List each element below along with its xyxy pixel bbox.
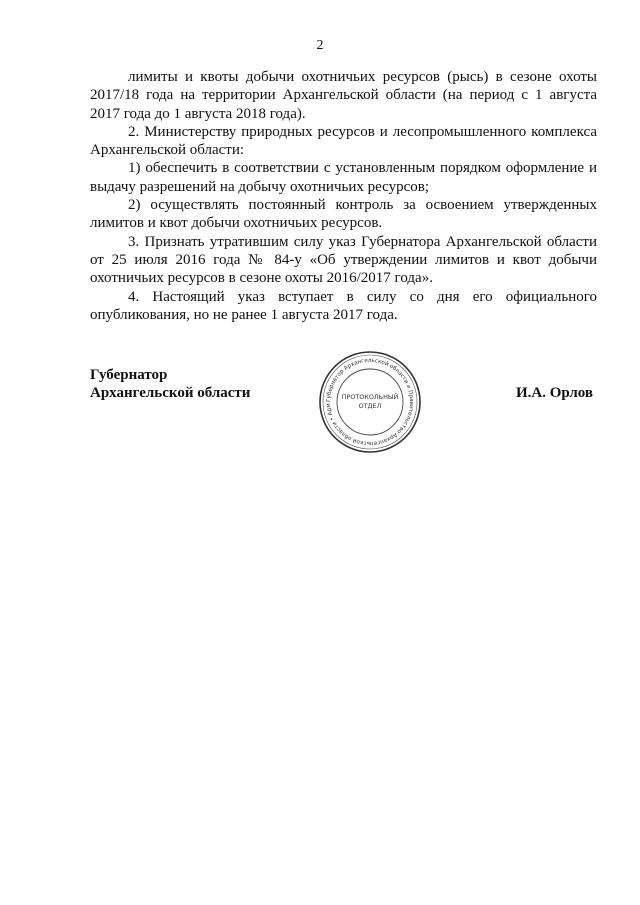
signer-title-line2: Архангельской области (90, 385, 251, 401)
paragraph-item-2: 2. Министерству природных ресурсов и лесопромышленного комплекса Архангельской области: (90, 123, 597, 159)
paragraph-continuation: лимиты и квоты добычи охотничьих ресурсов (рысь) в сезоне охоты 2017/18 года на территории Архангельской области (на период с 1 августа 2017 года до 1 августа 2018 года). (90, 69, 597, 122)
signer-title-line1: Губернатор (90, 367, 168, 383)
signer-title (90, 366, 250, 402)
paragraph-subitem-1: 1) обеспечить в соответствии с установленным порядком оформление и выдачу разрешений на добычу охотничьих ресурсов; (90, 160, 597, 195)
signature-block (90, 357, 597, 447)
paragraph-subitem-2: 2) осуществлять постоянный контроль за освоением утвержденных лимитов и квот добычи охотничьих ресурсов. (90, 197, 597, 232)
stamp-center-line2: ОТДЕЛ (358, 402, 382, 410)
paragraph-item-4: 4. Настоящий указ вступает в силу со дня его официального опубликования, но не ранее 1 августа 2017 года. (90, 288, 597, 323)
stamp-center-line1: ПРОТОКОЛЬНЫЙ (341, 393, 399, 401)
paragraph-item-3: 3. Признать утратившим силу указ Губернатора Архангельской области от 25 июля 2016 года № 84-у «Об утверждении лимитов и квот добычи охотничьих ресурсов в сезоне охоты 2016/2017 года». (90, 233, 597, 287)
page-number: 2 (316, 38, 324, 53)
signer-name: И.А. Орлов (515, 385, 593, 401)
document-body (90, 68, 597, 324)
official-stamp (318, 350, 422, 454)
stamp-ring-text: Губернатор Архангельской области и Правительство Архангельской области • Адм (325, 357, 415, 447)
